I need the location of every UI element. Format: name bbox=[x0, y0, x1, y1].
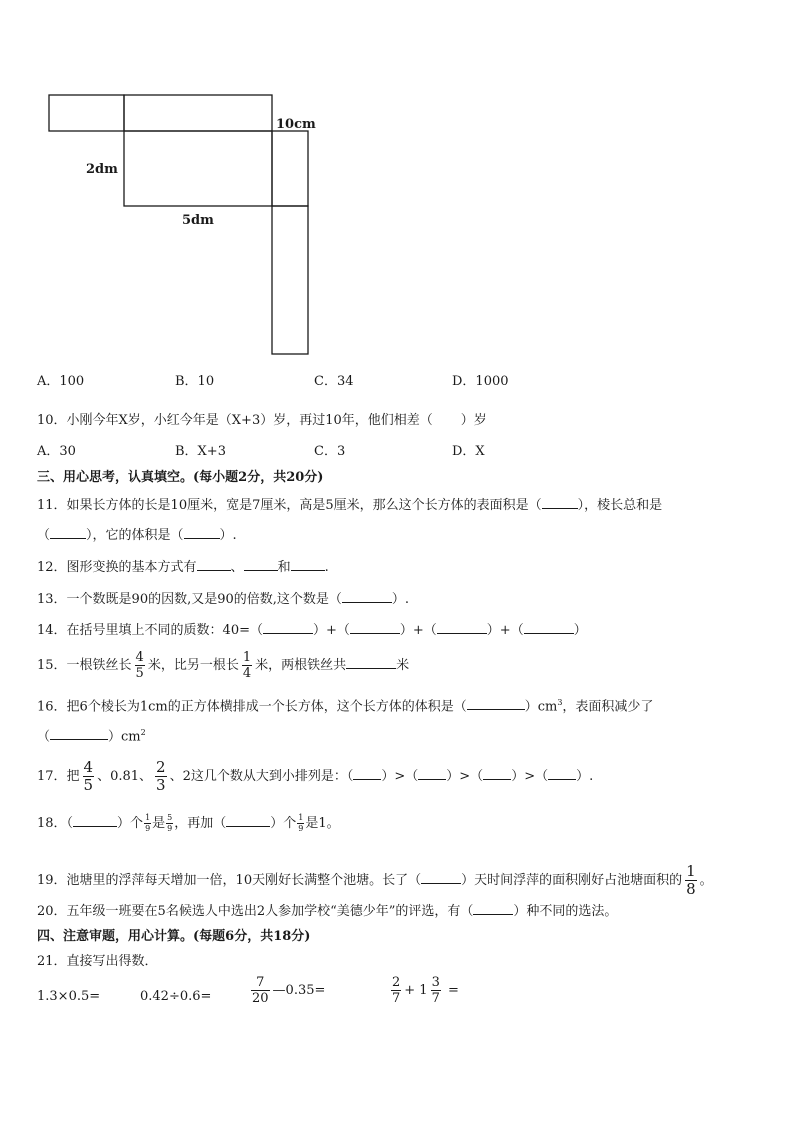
q16-text-4: （ bbox=[37, 729, 51, 745]
q19-text-1: 19．池塘里的浮萍每天增加一倍，10天刚好长满整个池塘。长了（ bbox=[37, 873, 422, 888]
question-13 bbox=[37, 590, 409, 609]
q20-end: ）种不同的选法。 bbox=[513, 904, 618, 919]
q14-blank-4[interactable] bbox=[524, 621, 574, 634]
q14-plus-1: ）+（ bbox=[312, 623, 350, 638]
q21-expr-1: 1.3×0.5= bbox=[37, 989, 101, 1004]
question-15 bbox=[37, 651, 409, 680]
q21-expr-3 bbox=[248, 976, 325, 1005]
q16-squared: 2 bbox=[140, 728, 146, 737]
question-20 bbox=[37, 902, 617, 921]
label-10cm: 10cm bbox=[276, 117, 316, 132]
net-face-right bbox=[272, 131, 308, 206]
q15-blank[interactable] bbox=[346, 656, 396, 669]
q17-blank-4[interactable] bbox=[548, 767, 576, 780]
q17-blank-3[interactable] bbox=[483, 767, 511, 780]
q20-text-1: 20．五年级一班要在5名候选人中选出2人参加学校“美德少年”的评选，有（ bbox=[37, 904, 474, 919]
q11-text-4: ），它的体积是（ bbox=[86, 528, 184, 543]
q21-fraction-2-7: $\frac{2}{7}$ bbox=[392, 975, 401, 1006]
q17-text-3: 、2这几个数从大到小排列是：（ bbox=[169, 769, 354, 784]
q17-fraction-4-5: $\frac{4}{5}$ bbox=[83, 758, 94, 794]
q14-blank-3[interactable] bbox=[437, 621, 487, 634]
q16-text-2: ）cm bbox=[524, 699, 558, 715]
q17-blank-2[interactable] bbox=[418, 767, 446, 780]
q10-option-b[interactable]: B．X+3 bbox=[175, 444, 226, 459]
q19-fraction-1-8: $\frac{1}{8}$ bbox=[686, 862, 696, 898]
q21-expr-3-text: —0.35= bbox=[272, 983, 326, 998]
question-21-title: 21．直接写出得数． bbox=[37, 954, 158, 969]
q19-end: 。 bbox=[699, 873, 713, 888]
q21-expr-4-eq: = bbox=[443, 983, 459, 998]
q18-text-2: ）个 bbox=[117, 816, 144, 831]
q13-end: ）. bbox=[391, 592, 410, 607]
question-16-line-1 bbox=[37, 694, 653, 716]
label-5dm: 5dm bbox=[182, 213, 214, 228]
net-face-front bbox=[124, 131, 272, 206]
q16-blank-area[interactable] bbox=[50, 727, 108, 740]
q14-blank-2[interactable] bbox=[350, 621, 400, 634]
q17-text-2: 、0.81、 bbox=[97, 769, 153, 784]
q18-text-5: ）个 bbox=[270, 816, 297, 831]
q10-text: 10．小刚今年X岁，小红今年是（X+3）岁，再过10年，他们相差（ bbox=[37, 413, 433, 428]
q20-blank[interactable] bbox=[473, 902, 513, 915]
net-face-left-top bbox=[49, 95, 124, 131]
q18-end: 是1。 bbox=[305, 816, 340, 831]
q16-blank-volume[interactable] bbox=[467, 697, 525, 710]
q12-sep-1: 、 bbox=[230, 560, 244, 575]
q12-text: 12．图形变换的基本方式有 bbox=[37, 560, 197, 575]
q15-text-3: 米，两根铁丝共 bbox=[255, 658, 347, 673]
question-12 bbox=[37, 558, 329, 577]
q16-cubed: 3 bbox=[557, 698, 563, 707]
q18-text-3: 是 bbox=[152, 816, 166, 831]
net-face-top bbox=[124, 95, 272, 131]
q10-option-c[interactable]: C．3 bbox=[314, 444, 346, 459]
q14-plus-2: ）+（ bbox=[399, 623, 437, 638]
q11-blank-volume[interactable] bbox=[184, 526, 220, 539]
q19-text-2: ）天时间浮萍的面积刚好占池塘面积的 bbox=[461, 873, 683, 888]
q15-text-1: 15．一根铁丝长 bbox=[37, 658, 132, 673]
q17-gt-1: ）>（ bbox=[381, 769, 419, 784]
q9-option-c[interactable]: C．34 bbox=[314, 374, 354, 389]
q21-fraction-7-20: $\frac{7}{20}$ bbox=[252, 975, 269, 1006]
q11-text-2: ），棱长总和是 bbox=[577, 498, 663, 513]
q16-text-1: 16．把6个棱长为1cm的正方体横排成一个长方体，这个长方体的体积是（ bbox=[37, 699, 467, 715]
q11-text-5: ）. bbox=[219, 528, 237, 543]
q17-gt-3: ）>（ bbox=[511, 769, 549, 784]
q15-text-2: 米，比另一根长 bbox=[147, 658, 239, 673]
q12-blank-1[interactable] bbox=[197, 558, 231, 571]
q18-fraction-5-9: $\frac{5}{9}$ bbox=[167, 813, 173, 833]
section-4-heading: 四、注意审题，用心计算。(每题6分，共18分) bbox=[37, 929, 311, 944]
q15-fraction-1-4: $\frac{1}{4}$ bbox=[242, 650, 252, 681]
q10-text-end: ）岁 bbox=[460, 413, 487, 428]
q14-text: 14．在括号里填上不同的质数：40=（ bbox=[37, 623, 263, 638]
q12-end: . bbox=[324, 560, 329, 575]
q21-fraction-3-7: $\frac{3}{7}$ bbox=[431, 975, 440, 1006]
q17-fraction-2-3: $\frac{2}{3}$ bbox=[156, 758, 166, 794]
q15-end: 米 bbox=[396, 658, 410, 673]
q21-expr-4 bbox=[388, 976, 459, 1005]
net-face-bottom-strip bbox=[272, 206, 308, 354]
q12-sep-2: 和 bbox=[277, 560, 291, 575]
q16-text-5: ）cm bbox=[108, 729, 141, 745]
question-19 bbox=[37, 864, 713, 897]
q14-plus-3: ）+（ bbox=[486, 623, 524, 638]
q17-text-1: 17．把 bbox=[37, 769, 80, 784]
q10-option-d[interactable]: D．X bbox=[452, 444, 485, 459]
q13-blank[interactable] bbox=[342, 590, 392, 603]
q18-text-4: ，再加（ bbox=[174, 816, 227, 831]
q17-blank-1[interactable] bbox=[353, 767, 381, 780]
q11-text-3: （ bbox=[37, 528, 51, 543]
question-11-line-1 bbox=[37, 496, 662, 515]
q18-blank-2[interactable] bbox=[226, 814, 270, 827]
q17-gt-2: ）>（ bbox=[446, 769, 484, 784]
q14-end: ） bbox=[573, 623, 587, 638]
q12-blank-3[interactable] bbox=[291, 558, 325, 571]
q18-fraction-1-9-b: $\frac{1}{9}$ bbox=[298, 813, 304, 833]
q10-option-a[interactable]: A．30 bbox=[37, 444, 76, 459]
label-2dm: 2dm bbox=[86, 162, 118, 177]
question-17 bbox=[37, 760, 593, 793]
cuboid-net-figure bbox=[0, 0, 794, 380]
question-14 bbox=[37, 621, 587, 640]
q11-blank-surface-area[interactable] bbox=[542, 496, 578, 509]
question-18 bbox=[37, 814, 340, 833]
q15-fraction-4-5: $\frac{4}{5}$ bbox=[135, 650, 144, 681]
q18-blank-1[interactable] bbox=[73, 814, 117, 827]
q11-text-1: 11．如果长方体的长是10厘米，宽是7厘米，高是5厘米，那么这个长方体的表面积是（ bbox=[37, 498, 542, 513]
q11-blank-edge-sum[interactable] bbox=[50, 526, 86, 539]
q17-end: ）. bbox=[576, 769, 594, 784]
q16-text-3: ，表面积减少了 bbox=[562, 699, 654, 715]
q21-expr-2: 0.42÷0.6= bbox=[140, 989, 212, 1004]
q18-fraction-1-9-a: $\frac{1}{9}$ bbox=[145, 813, 151, 833]
q12-blank-2[interactable] bbox=[244, 558, 278, 571]
q14-blank-1[interactable] bbox=[263, 621, 313, 634]
q9-option-b[interactable]: B．10 bbox=[175, 374, 215, 389]
q19-blank[interactable] bbox=[421, 871, 461, 884]
question-10 bbox=[37, 412, 487, 430]
q9-option-d[interactable]: D．1000 bbox=[452, 374, 509, 389]
question-11-line-2 bbox=[37, 526, 237, 545]
q21-expr-4-plus: + 1 bbox=[404, 983, 428, 998]
question-16-line-2 bbox=[37, 724, 146, 746]
q13-text: 13．一个数既是90的因数,又是90的倍数,这个数是（ bbox=[37, 592, 342, 607]
q9-option-a[interactable]: A．100 bbox=[37, 374, 85, 389]
section-3-heading: 三、用心思考，认真填空。(每小题2分，共20分) bbox=[37, 470, 324, 485]
q18-text-1: 18．（ bbox=[37, 816, 74, 831]
